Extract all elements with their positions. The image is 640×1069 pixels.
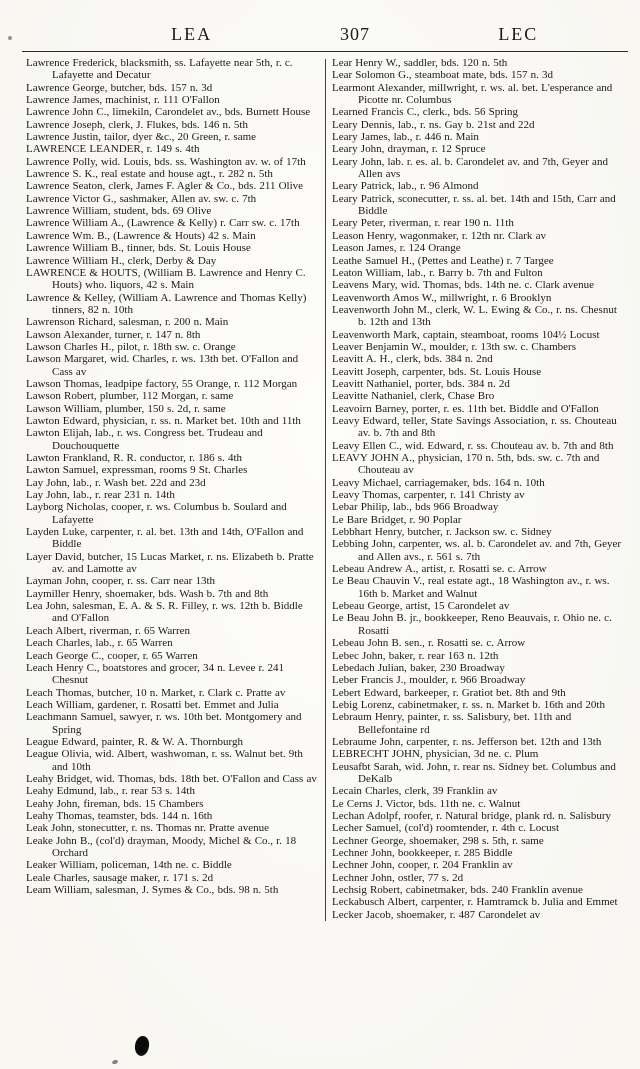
directory-entry: Leachmann Samuel, sawyer, r. ws. 10th bet. Montgomery and Spring bbox=[26, 711, 302, 736]
directory-entry: Lecain Charles, clerk, 39 Franklin av bbox=[332, 785, 498, 798]
directory-entry: Leathe Samuel H., (Pettes and Leathe) r. 7 Targee bbox=[332, 254, 554, 267]
ink-blot bbox=[134, 1035, 151, 1057]
directory-entry: Leale Charles, sausage maker, r. 171 s. 2d bbox=[26, 871, 214, 884]
directory-entry: Lawrence William H., clerk, Derby & Day bbox=[26, 254, 217, 267]
directory-entry: Lawton Elijah, lab., r. ws. Congress bet. Trudeau and Douchouquette bbox=[26, 427, 263, 452]
directory-entry: Lebedach Julian, baker, 230 Broadway bbox=[332, 661, 505, 674]
directory-entry: Leake John B., (col'd) drayman, Moody, Michel & Co., r. 18 Orchard bbox=[26, 834, 297, 859]
directory-entry: Leavens Mary, wid. Thomas, bds. 14th ne. c. Clark avenue bbox=[332, 279, 595, 292]
directory-entry: Lechner George, shoemaker, 298 s. 5th, r. same bbox=[332, 834, 544, 847]
directory-entry: Leaver Benjamin W., moulder, r. 13th sw. c. Chambers bbox=[332, 340, 576, 353]
directory-entry: Le Beau John B. jr., bookkeeper, Reno Beauvais, r. Ohio ne. c. Rosatti bbox=[332, 612, 612, 637]
directory-entry: Leavoirn Barney, porter, r. es. 11th bet. Biddle and O'Fallon bbox=[332, 402, 599, 415]
directory-entry: Leason James, r. 124 Orange bbox=[332, 242, 461, 255]
running-header bbox=[0, 0, 640, 45]
directory-entry: Lawrence Polly, wid. Louis, bds. ss. Washington av. w. of 17th bbox=[26, 155, 306, 168]
directory-entry: Lawrence Justin, tailor, dyer &c., 20 Green, r. same bbox=[26, 131, 257, 144]
directory-entry: Leavy Edward, teller, State Savings Association, r. ss. Chouteau av. b. 7th and 8th bbox=[332, 414, 617, 440]
directory-entry: Lawson Charles H., pilot, r. 18th sw. c. Orange bbox=[26, 340, 236, 353]
directory-entry: Leber Francis J., moulder, r. 966 Broadway bbox=[332, 674, 526, 687]
directory-entry: Lebar Philip, lab., bds 966 Broadway bbox=[332, 501, 499, 514]
directory-entry: Leary Dennis, lab., r. ns. Gay b. 21st and 22d bbox=[332, 118, 535, 131]
directory-entry: Leach William, gardener, r. Rosatti bet. Emmet and Julia bbox=[26, 698, 279, 711]
directory-entry: Lawson William, plumber, 150 s. 2d, r. same bbox=[26, 402, 226, 415]
directory-entry: Lebbing John, carpenter, ws. al. b. Carondelet av. and 7th, Geyer and Allen avs., r. 561 s. 7th bbox=[332, 538, 622, 563]
directory-entry: Leary Patrick, sconecutter, r. ss. al. bet. 14th and 15th, Carr and Biddle bbox=[332, 192, 616, 218]
directory-entry: Lay John, lab., r. Wash bet. 22d and 23d bbox=[26, 476, 206, 489]
directory-entry: Leaker William, policeman, 14th ne. c. Biddle bbox=[26, 859, 232, 872]
right-column bbox=[326, 57, 625, 921]
left-column bbox=[26, 57, 325, 921]
directory-entry: Leavitt Joseph, carpenter, bds. St. Louis House bbox=[332, 365, 542, 378]
directory-entry: Leahy Thomas, teamster, bds. 144 n. 16th bbox=[26, 809, 213, 822]
directory-entry: Lawrence Victor G., sashmaker, Allen av. sw. c. 7th bbox=[26, 192, 257, 205]
directory-entry: Leahy Bridget, wid. Thomas, bds. 18th bet. O'Fallon and Cass av bbox=[26, 772, 317, 785]
directory-entry: Lebraum Henry, painter, r. ss. Salisbury, bet. 11th and Bellefontaine rd bbox=[332, 711, 572, 736]
directory-entry: Leach Charles, lab., r. 65 Warren bbox=[26, 637, 173, 650]
directory-entry: Leavenworth Mark, captain, steamboat, rooms 104½ Locust bbox=[332, 328, 600, 341]
directory-entry: Leach George C., cooper, r. 65 Warren bbox=[26, 649, 198, 662]
directory-entry: League Olivia, wid. Albert, washwoman, r. ss. Walnut bet. 9th and 10th bbox=[26, 748, 303, 773]
directory-entry: Lawrence John C., limekiln, Carondelet av., bds. Burnett House bbox=[26, 106, 311, 119]
directory-entry: Leam William, salesman, J. Symes & Co., bds. 98 n. 5th bbox=[26, 884, 279, 897]
directory-entry: Leary James, lab., r. 446 n. Main bbox=[332, 131, 479, 144]
directory-entry: Leak John, stonecutter, r. ns. Thomas nr. Pratte avenue bbox=[26, 822, 269, 835]
directory-entry: Learmont Alexander, millwright, r. ws. al. bet. L'esperance and Picotte nr. Columbus bbox=[332, 81, 613, 107]
directory-entry: Layborg Nicholas, cooper, r. ws. Columbus b. Soulard and Lafayette bbox=[26, 501, 287, 526]
directory-entry: Le Bare Bridget, r. 90 Poplar bbox=[332, 513, 462, 526]
directory-entry: Lecker Jacob, shoemaker, r. 487 Carondelet av bbox=[332, 908, 541, 921]
directory-entry: Lawrence & Kelley, (William A. Lawrence and Thomas Kelly) tinners, 82 n. 10th bbox=[26, 291, 307, 316]
directory-entry: Le Cerns J. Victor, bds. 11th ne. c. Walnut bbox=[332, 797, 521, 810]
directory-entry: Lawrence William, student, bds. 69 Olive bbox=[26, 205, 212, 218]
directory-entry: Lawson Margaret, wid. Charles, r. ws. 13th bet. O'Fallon and Cass av bbox=[26, 353, 299, 378]
directory-entry: Lear Henry W., saddler, bds. 120 n. 5th bbox=[332, 57, 508, 69]
directory-entry: Leach Henry C., boatstores and grocer, 34 n. Levee r. 241 Chesnut bbox=[26, 661, 284, 687]
directory-entry: Laymiller Henry, shoemaker, bds. Wash b. 7th and 8th bbox=[26, 587, 269, 600]
directory-entry: Lay John, lab., r. rear 231 n. 14th bbox=[26, 489, 175, 502]
directory-entry: Lechner John, ostler, 77 s. 2d bbox=[332, 871, 464, 884]
directory-entry: Leckabusch Albert, carpenter, r. Hamtramck b. Julia and Emmet bbox=[332, 896, 618, 909]
directory-entry: Lawson Thomas, leadpipe factory, 55 Orange, r. 112 Morgan bbox=[26, 377, 298, 390]
directory-entry: Leavy Thomas, carpenter, r. 141 Christy av bbox=[332, 489, 525, 502]
directory-entry: Leavitt A. H., clerk, bds. 384 n. 2nd bbox=[332, 353, 493, 366]
directory-entry: Layman John, cooper, r. ss. Carr near 13th bbox=[26, 575, 216, 588]
directory-entry: Leaton William, lab., r. Barry b. 7th and Fulton bbox=[332, 266, 543, 279]
running-head-right: LEC bbox=[498, 24, 539, 44]
directory-entry: Leusafbt Sarah, wid. John, r. rear ns. Sidney bet. Columbus and DeKalb bbox=[332, 760, 616, 785]
directory-entry: Layden Luke, carpenter, r. al. bet. 13th and 14th, O'Fallon and Biddle bbox=[26, 526, 304, 551]
directory-entry: LEAVY JOHN A., physician, 170 n. 5th, bds. sw. c. 7th and Chouteau av bbox=[332, 452, 600, 477]
directory-entry: Lawson Alexander, turner, r. 147 n. 8th bbox=[26, 328, 201, 341]
directory-entry: Leary John, drayman, r. 12 Spruce bbox=[332, 143, 486, 156]
directory-entry: Layer David, butcher, 15 Lucas Market, r. ns. Elizabeth b. Pratte av. and Lamotte av bbox=[26, 550, 314, 576]
directory-entry: Lawrence S. K., real estate and house agt., r. 282 n. 5th bbox=[26, 168, 273, 181]
directory-entry: Leach Thomas, butcher, 10 n. Market, r. Clark c. Pratte av bbox=[26, 686, 286, 699]
directory-entry: Lebeau George, artist, 15 Carondelet av bbox=[332, 600, 510, 613]
directory-entry: Lawrence James, machinist, r. 111 O'Fallon bbox=[26, 94, 220, 107]
directory-entry: Lawrence William A., (Lawrence & Kelly) r. Carr sw. c. 17th bbox=[26, 217, 300, 230]
directory-entry: Leavitte Nathaniel, clerk, Chase Bro bbox=[332, 390, 495, 403]
directory-entry: Leason Henry, wagonmaker, r. 12th nr. Clark av bbox=[332, 229, 546, 242]
directory-entry: Lawton Edward, physician, r. ss. n. Market bet. 10th and 11th bbox=[26, 414, 301, 427]
directory-entry: Lea John, salesman, E. A. & S. R. Filley, r. ws. 12th b. Biddle and O'Fallon bbox=[26, 600, 303, 625]
directory-entry: Lawrence Frederick, blacksmith, ss. Lafayette near 5th, r. c. Lafayette and Decatur bbox=[26, 57, 293, 82]
directory-entry: Learned Francis C., clerk., bds. 56 Spring bbox=[332, 106, 519, 119]
directory-entry: Lechner John, cooper, r. 204 Franklin av bbox=[332, 859, 513, 872]
directory-entry: Lechsig Robert, cabinetmaker, bds. 240 Franklin avenue bbox=[332, 884, 583, 897]
directory-entry: Lechner John, bookkeeper, r. 285 Biddle bbox=[332, 847, 513, 859]
directory-entry: Lawrence Wm. B., (Lawrence & Houts) 42 s. Main bbox=[26, 229, 256, 242]
directory-entry: Leahy Edmund, lab., r. rear 53 s. 14th bbox=[26, 785, 195, 798]
directory-entry: Lebbhart Henry, butcher, r. Jackson sw. c. Sidney bbox=[332, 526, 552, 539]
directory-entry: League Edward, painter, R. & W. A. Thornburgh bbox=[26, 735, 244, 748]
directory-entry: Leary Peter, riverman, r. rear 190 n. 11th bbox=[332, 217, 514, 230]
directory-entry: Lebert Edward, barkeeper, r. Gratiot bet. 8th and 9th bbox=[332, 686, 566, 699]
directory-entry: Lebec John, baker, r. rear 163 n. 12th bbox=[332, 649, 499, 662]
directory-entry: Leary Patrick, lab., r. 96 Almond bbox=[332, 180, 479, 193]
page-number: 307 bbox=[339, 24, 370, 44]
directory-entry: Leach Albert, riverman, r. 65 Warren bbox=[26, 624, 191, 637]
directory-entry: Leahy John, fireman, bds. 15 Chambers bbox=[26, 797, 204, 810]
directory-entry: Lebeau John B. sen., r. Rosatti se. c. Arrow bbox=[332, 637, 526, 650]
directory-entry: Lawrence Joseph, clerk, J. Flukes, bds. 146 n. 5th bbox=[26, 118, 248, 131]
directory-entry: Leavitt Nathaniel, porter, bds. 384 n. 2d bbox=[332, 377, 510, 390]
directory-entry: Lebig Lorenz, cabinetmaker, r. ss. n. Market b. 16th and 20th bbox=[332, 698, 605, 711]
directory-entry: Lebeau Andrew A., artist, r. Rosatti se. c. Arrow bbox=[332, 563, 547, 576]
directory-entry: Lawrence Seaton, clerk, James F. Agler & Co., bds. 211 Olive bbox=[26, 180, 304, 193]
directory-entry: Lawrenson Richard, salesman, r. 200 n. Main bbox=[26, 316, 229, 329]
directory-entry: Lawton Samuel, expressman, rooms 9 St. Charles bbox=[26, 464, 248, 477]
directory-entry: Lechan Adolpf, roofer, r. Natural bridge, plank rd. n. Salisbury bbox=[332, 809, 612, 822]
directory-columns bbox=[0, 52, 640, 921]
directory-entry: Le Beau Chauvin V., real estate agt., 18 Washington av., r. ws. 16th b. Market and Walnut bbox=[332, 575, 610, 600]
directory-entry: LAWRENCE & HOUTS, (William B. Lawrence and Henry C. Houts) who. liquors, 42 s. Main bbox=[26, 266, 306, 292]
directory-entry: Lawrence William B., tinner, bds. St. Louis House bbox=[26, 242, 251, 255]
directory-entry: Leavenworth John M., clerk, W. L. Ewing & Co., r. ns. Chesnut b. 12th and 13th bbox=[332, 303, 617, 329]
directory-entry: Lawrence George, butcher, bds. 157 n. 3d bbox=[26, 81, 213, 94]
directory-entry: Leavy Ellen C., wid. Edward, r. ss. Chouteau av. b. 7th and 8th bbox=[332, 439, 614, 452]
directory-entry: Lawson Robert, plumber, 112 Morgan, r. same bbox=[26, 390, 234, 403]
directory-entry: Lebraume John, carpenter, r. ns. Jefferson bet. 12th and 13th bbox=[332, 735, 602, 748]
running-head-left: LEA bbox=[171, 24, 213, 44]
directory-entry: Leavy Michael, carriagemaker, bds. 164 n. 10th bbox=[332, 476, 545, 489]
ink-speck bbox=[111, 1059, 118, 1065]
directory-entry: Lecher Samuel, (col'd) roomtender, r. 4th c. Locust bbox=[332, 822, 560, 835]
directory-entry: Lear Solomon G., steamboat mate, bds. 157 n. 3d bbox=[332, 69, 554, 82]
scan-speck bbox=[8, 36, 12, 40]
directory-entry: Leary John, lab. r. es. al. b. Carondelet av. and 7th, Geyer and Allen avs bbox=[332, 155, 608, 181]
directory-entry: Lawton Frankland, R. R. conductor, r. 186 s. 4th bbox=[26, 452, 243, 464]
directory-entry: Leavenworth Amos W., millwright, r. 6 Brooklyn bbox=[332, 291, 552, 304]
directory-entry: LEBRECHT JOHN, physician, 3d ne. c. Plum bbox=[332, 748, 539, 761]
directory-entry: LAWRENCE LEANDER, r. 149 s. 4th bbox=[26, 143, 200, 156]
